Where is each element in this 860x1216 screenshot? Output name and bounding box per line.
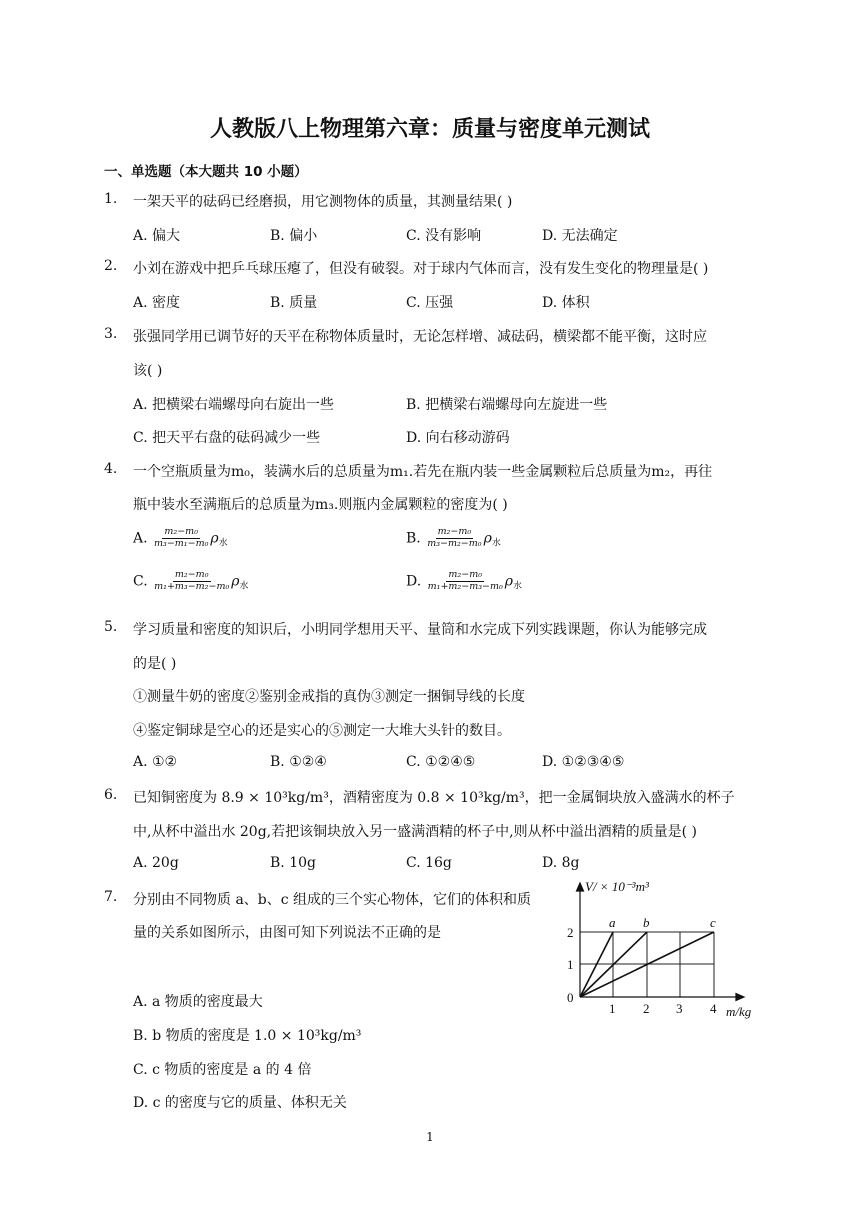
- x-axis-label: m/kg: [726, 1004, 752, 1019]
- q2-option-d[interactable]: D. 体积: [542, 295, 590, 311]
- q5-item-line1: ①测量牛奶的密度②鉴别金戒指的真伪③测定一捆铜导线的长度: [133, 689, 525, 705]
- rho-symbol: ρ: [210, 530, 219, 547]
- x-tick-3: 3: [676, 1001, 683, 1016]
- q2-option-c[interactable]: C. 压强: [406, 295, 454, 311]
- q2-number: 2.: [104, 258, 118, 274]
- q3-number: 3.: [104, 326, 118, 342]
- rho-symbol: ρ: [504, 573, 514, 590]
- line-label-a: a: [609, 915, 616, 930]
- q3-text-line1: 张强同学用已调节好的天平在称物体质量时，无论怎样增、减砝码，横梁都不能平衡，这时应: [133, 329, 707, 345]
- line-label-c: c: [710, 915, 716, 930]
- q7-option-c[interactable]: C. c 物质的密度是 a 的 4 倍: [133, 1062, 312, 1078]
- line-label-b: b: [643, 915, 650, 930]
- denominator: m₁+m₂−m₃−m₀: [427, 580, 503, 592]
- q3-option-d[interactable]: D. 向右移动游码: [406, 430, 510, 446]
- q4-option-d[interactable]: [406, 570, 522, 593]
- q1-text: 一架天平的砝码已经磨损，用它测物体的质量，其测量结果( ): [133, 194, 513, 210]
- q4-text-line2: 瓶中装水至满瓶后的总质量为m₃.则瓶内金属颗粒的密度为( ): [133, 497, 508, 513]
- q4-option-c[interactable]: [133, 570, 249, 593]
- q7-text-line2: 量的关系如图所示，由图可知下列说法不正确的是: [133, 925, 441, 941]
- x-tick-2: 2: [643, 1001, 650, 1016]
- q1-number: 1.: [104, 191, 118, 207]
- axes: [577, 883, 745, 1001]
- q5-option-d[interactable]: D. ①②③④⑤: [542, 754, 625, 770]
- q5-option-a[interactable]: A. ①②: [133, 754, 178, 770]
- numerator: m₂−m₀: [164, 526, 198, 537]
- q5-text-line2: 的是( ): [133, 656, 177, 672]
- option-label: B.: [406, 530, 421, 547]
- rho-subscript: 水: [491, 538, 501, 549]
- q6-option-d[interactable]: D. 8g: [542, 855, 580, 871]
- fraction: [426, 570, 505, 593]
- q4-option-a[interactable]: [133, 527, 228, 550]
- q7-option-b[interactable]: B. b 物质的密度是 1.0 × 10³kg/m³: [133, 1028, 362, 1044]
- q1-option-b[interactable]: B. 偏小: [270, 228, 318, 244]
- x-tick-4: 4: [710, 1001, 717, 1016]
- rho-subscript: 水: [218, 538, 228, 549]
- q5-option-b[interactable]: B. ①②④: [270, 754, 327, 770]
- q4-text-line1: 一个空瓶质量为m₀，装满水后的总质量为m₁.若先在瓶内装一些金属颗粒后总质量为m₂，再往: [133, 464, 713, 480]
- page-title: 人教版八上物理第六章：质量与密度单元测试: [209, 117, 650, 142]
- denominator: m₁+m₃−m₂−m₀: [154, 580, 230, 592]
- q7-option-a[interactable]: A. a 物质的密度最大: [133, 994, 263, 1010]
- x-axis-arrow: [736, 994, 744, 1001]
- q3-option-c[interactable]: C. 把天平右盘的砝码减少一些: [133, 430, 321, 446]
- q3-option-b[interactable]: B. 把横梁右端螺母向左旋进一些: [406, 397, 608, 413]
- q5-option-c[interactable]: C. ①②④⑤: [406, 754, 476, 770]
- denominator: m₃−m₁−m₀: [154, 537, 209, 549]
- option-label: D.: [406, 573, 422, 590]
- rho-symbol: ρ: [231, 573, 240, 590]
- q7-number: 7.: [104, 889, 118, 905]
- q3-option-a[interactable]: A. 把横梁右端螺母向右旋出一些: [133, 397, 335, 413]
- rho-subscript: 水: [513, 581, 523, 592]
- fraction: [425, 527, 483, 550]
- rho-symbol: ρ: [483, 530, 492, 547]
- q6-option-b[interactable]: B. 10g: [270, 855, 316, 871]
- q7-text-line1: 分别由不同物质 a、b、c 组成的三个实心物体，它们的体积和质: [133, 892, 532, 908]
- q6-number: 6.: [104, 787, 118, 803]
- origin-label: 0: [567, 990, 574, 1005]
- rho-subscript: 水: [239, 581, 249, 592]
- q2-option-b[interactable]: B. 质量: [270, 295, 318, 311]
- q6-option-c[interactable]: C. 16g: [406, 855, 452, 871]
- page-number: 1: [426, 1130, 434, 1144]
- y-axis-arrow: [577, 883, 584, 891]
- option-label: C.: [133, 573, 148, 590]
- q1-option-d[interactable]: D. 无法确定: [542, 228, 618, 244]
- q2-text: 小刘在游戏中把乒乓球压瘪了，但没有破裂。对于球内气体而言，没有发生变化的物理量是( ): [133, 261, 709, 277]
- q7-option-d[interactable]: D. c 的密度与它的质量、体积无关: [133, 1095, 347, 1111]
- x-tick-1: 1: [609, 1001, 616, 1016]
- q3-text-line2: 该( ): [133, 363, 163, 379]
- q1-option-a[interactable]: A. 偏大: [133, 228, 181, 244]
- q4-number: 4.: [104, 461, 118, 477]
- numerator: m₂−m₀: [437, 526, 472, 537]
- fraction: [152, 570, 231, 593]
- section-heading: 一、单选题（本大题共 10 小题）: [104, 164, 308, 180]
- q4-option-b[interactable]: [406, 527, 501, 550]
- q6-text-line1: 已知铜密度为 8.9 × 10³kg/m³，酒精密度为 0.8 × 10³kg/m³，把一金属铜块放入盛满水的杯子: [133, 790, 735, 806]
- q5-item-line2: ④鉴定铜球是空心的还是实心的⑤测定一大堆大头针的数目。: [133, 723, 511, 739]
- q1-option-c[interactable]: C. 没有影响: [406, 228, 482, 244]
- y-tick-2: 2: [567, 925, 574, 940]
- numerator: m₂−m₀: [174, 569, 209, 580]
- q6-option-a[interactable]: A. 20g: [133, 855, 179, 871]
- denominator: m₃−m₂−m₀: [427, 537, 482, 549]
- option-label: A.: [133, 530, 148, 547]
- q5-number: 5.: [104, 619, 118, 635]
- q2-option-a[interactable]: A. 密度: [133, 295, 181, 311]
- volume-mass-graph: [560, 874, 765, 1024]
- y-tick-1: 1: [567, 957, 574, 972]
- numerator: m₂−m₀: [448, 569, 483, 580]
- q6-text-line2: 中,从杯中溢出水 20g,若把该铜块放入另一盛满酒精的杯子中,则从杯中溢出酒精的质量是( ): [133, 824, 697, 840]
- fraction: [152, 527, 210, 550]
- q5-text-line1: 学习质量和密度的知识后，小明同学想用天平、量筒和水完成下列实践课题，你认为能够完成: [133, 622, 707, 638]
- y-axis-label: V/ × 10⁻³m³: [585, 879, 649, 894]
